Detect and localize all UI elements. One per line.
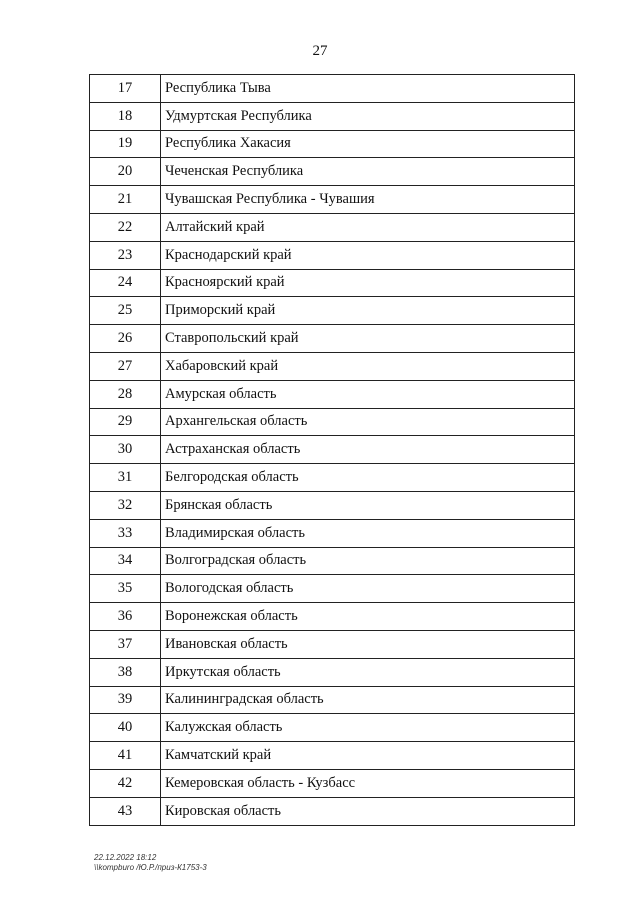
region-name: Приморский край	[161, 297, 575, 325]
region-name: Воронежская область	[161, 603, 575, 631]
table-row	[90, 575, 575, 603]
row-number: 22	[90, 213, 161, 241]
document-footer	[94, 853, 207, 873]
table-row	[90, 158, 575, 186]
region-name: Краснодарский край	[161, 241, 575, 269]
row-number: 24	[90, 269, 161, 297]
row-number: 26	[90, 325, 161, 353]
row-number: 37	[90, 630, 161, 658]
region-name: Кемеровская область - Кузбасс	[161, 769, 575, 797]
row-number: 27	[90, 352, 161, 380]
region-name: Алтайский край	[161, 213, 575, 241]
row-number: 21	[90, 186, 161, 214]
table-row	[90, 603, 575, 631]
row-number: 30	[90, 436, 161, 464]
table-row	[90, 491, 575, 519]
table-row	[90, 769, 575, 797]
row-number: 40	[90, 714, 161, 742]
region-name: Кировская область	[161, 797, 575, 825]
table-row	[90, 742, 575, 770]
region-name: Иркутская область	[161, 658, 575, 686]
row-number: 43	[90, 797, 161, 825]
region-name: Волгоградская область	[161, 547, 575, 575]
row-number: 32	[90, 491, 161, 519]
row-number: 35	[90, 575, 161, 603]
row-number: 23	[90, 241, 161, 269]
table-row	[90, 297, 575, 325]
row-number: 36	[90, 603, 161, 631]
row-number: 31	[90, 464, 161, 492]
table-row	[90, 464, 575, 492]
region-name: Амурская область	[161, 380, 575, 408]
table-row	[90, 241, 575, 269]
regions-table	[89, 74, 575, 826]
region-name: Красноярский край	[161, 269, 575, 297]
table-row	[90, 380, 575, 408]
table-row	[90, 408, 575, 436]
table-row	[90, 75, 575, 103]
footer-timestamp: 22.12.2022 18:12	[94, 853, 157, 862]
row-number: 39	[90, 686, 161, 714]
region-name: Архангельская область	[161, 408, 575, 436]
region-name: Чувашская Республика - Чувашия	[161, 186, 575, 214]
region-name: Чеченская Республика	[161, 158, 575, 186]
region-name: Владимирская область	[161, 519, 575, 547]
table-row	[90, 269, 575, 297]
region-name: Хабаровский край	[161, 352, 575, 380]
table-row	[90, 436, 575, 464]
table-row	[90, 519, 575, 547]
region-name: Республика Хакасия	[161, 130, 575, 158]
regions-table-body	[90, 75, 575, 826]
region-name: Астраханская область	[161, 436, 575, 464]
table-row	[90, 213, 575, 241]
region-name: Калининградская область	[161, 686, 575, 714]
row-number: 17	[90, 75, 161, 103]
region-name: Ивановская область	[161, 630, 575, 658]
region-name: Камчатский край	[161, 742, 575, 770]
row-number: 41	[90, 742, 161, 770]
row-number: 29	[90, 408, 161, 436]
table-row	[90, 686, 575, 714]
row-number: 38	[90, 658, 161, 686]
table-row	[90, 658, 575, 686]
region-name: Удмуртская Республика	[161, 102, 575, 130]
row-number: 18	[90, 102, 161, 130]
region-name: Ставропольский край	[161, 325, 575, 353]
table-row	[90, 547, 575, 575]
row-number: 42	[90, 769, 161, 797]
table-row	[90, 352, 575, 380]
table-row	[90, 325, 575, 353]
table-row	[90, 130, 575, 158]
row-number: 19	[90, 130, 161, 158]
row-number: 20	[90, 158, 161, 186]
table-row	[90, 102, 575, 130]
table-row	[90, 186, 575, 214]
region-name: Вологодская область	[161, 575, 575, 603]
region-name: Республика Тыва	[161, 75, 575, 103]
table-row	[90, 714, 575, 742]
region-name: Калужская область	[161, 714, 575, 742]
row-number: 28	[90, 380, 161, 408]
footer-file-path: \\kompburo /Ю.Р./приз-К1753-3	[94, 863, 207, 872]
region-name: Белгородская область	[161, 464, 575, 492]
region-name: Брянская область	[161, 491, 575, 519]
page-number: 27	[312, 43, 328, 59]
row-number: 25	[90, 297, 161, 325]
table-row	[90, 797, 575, 825]
row-number: 34	[90, 547, 161, 575]
row-number: 33	[90, 519, 161, 547]
table-row	[90, 630, 575, 658]
